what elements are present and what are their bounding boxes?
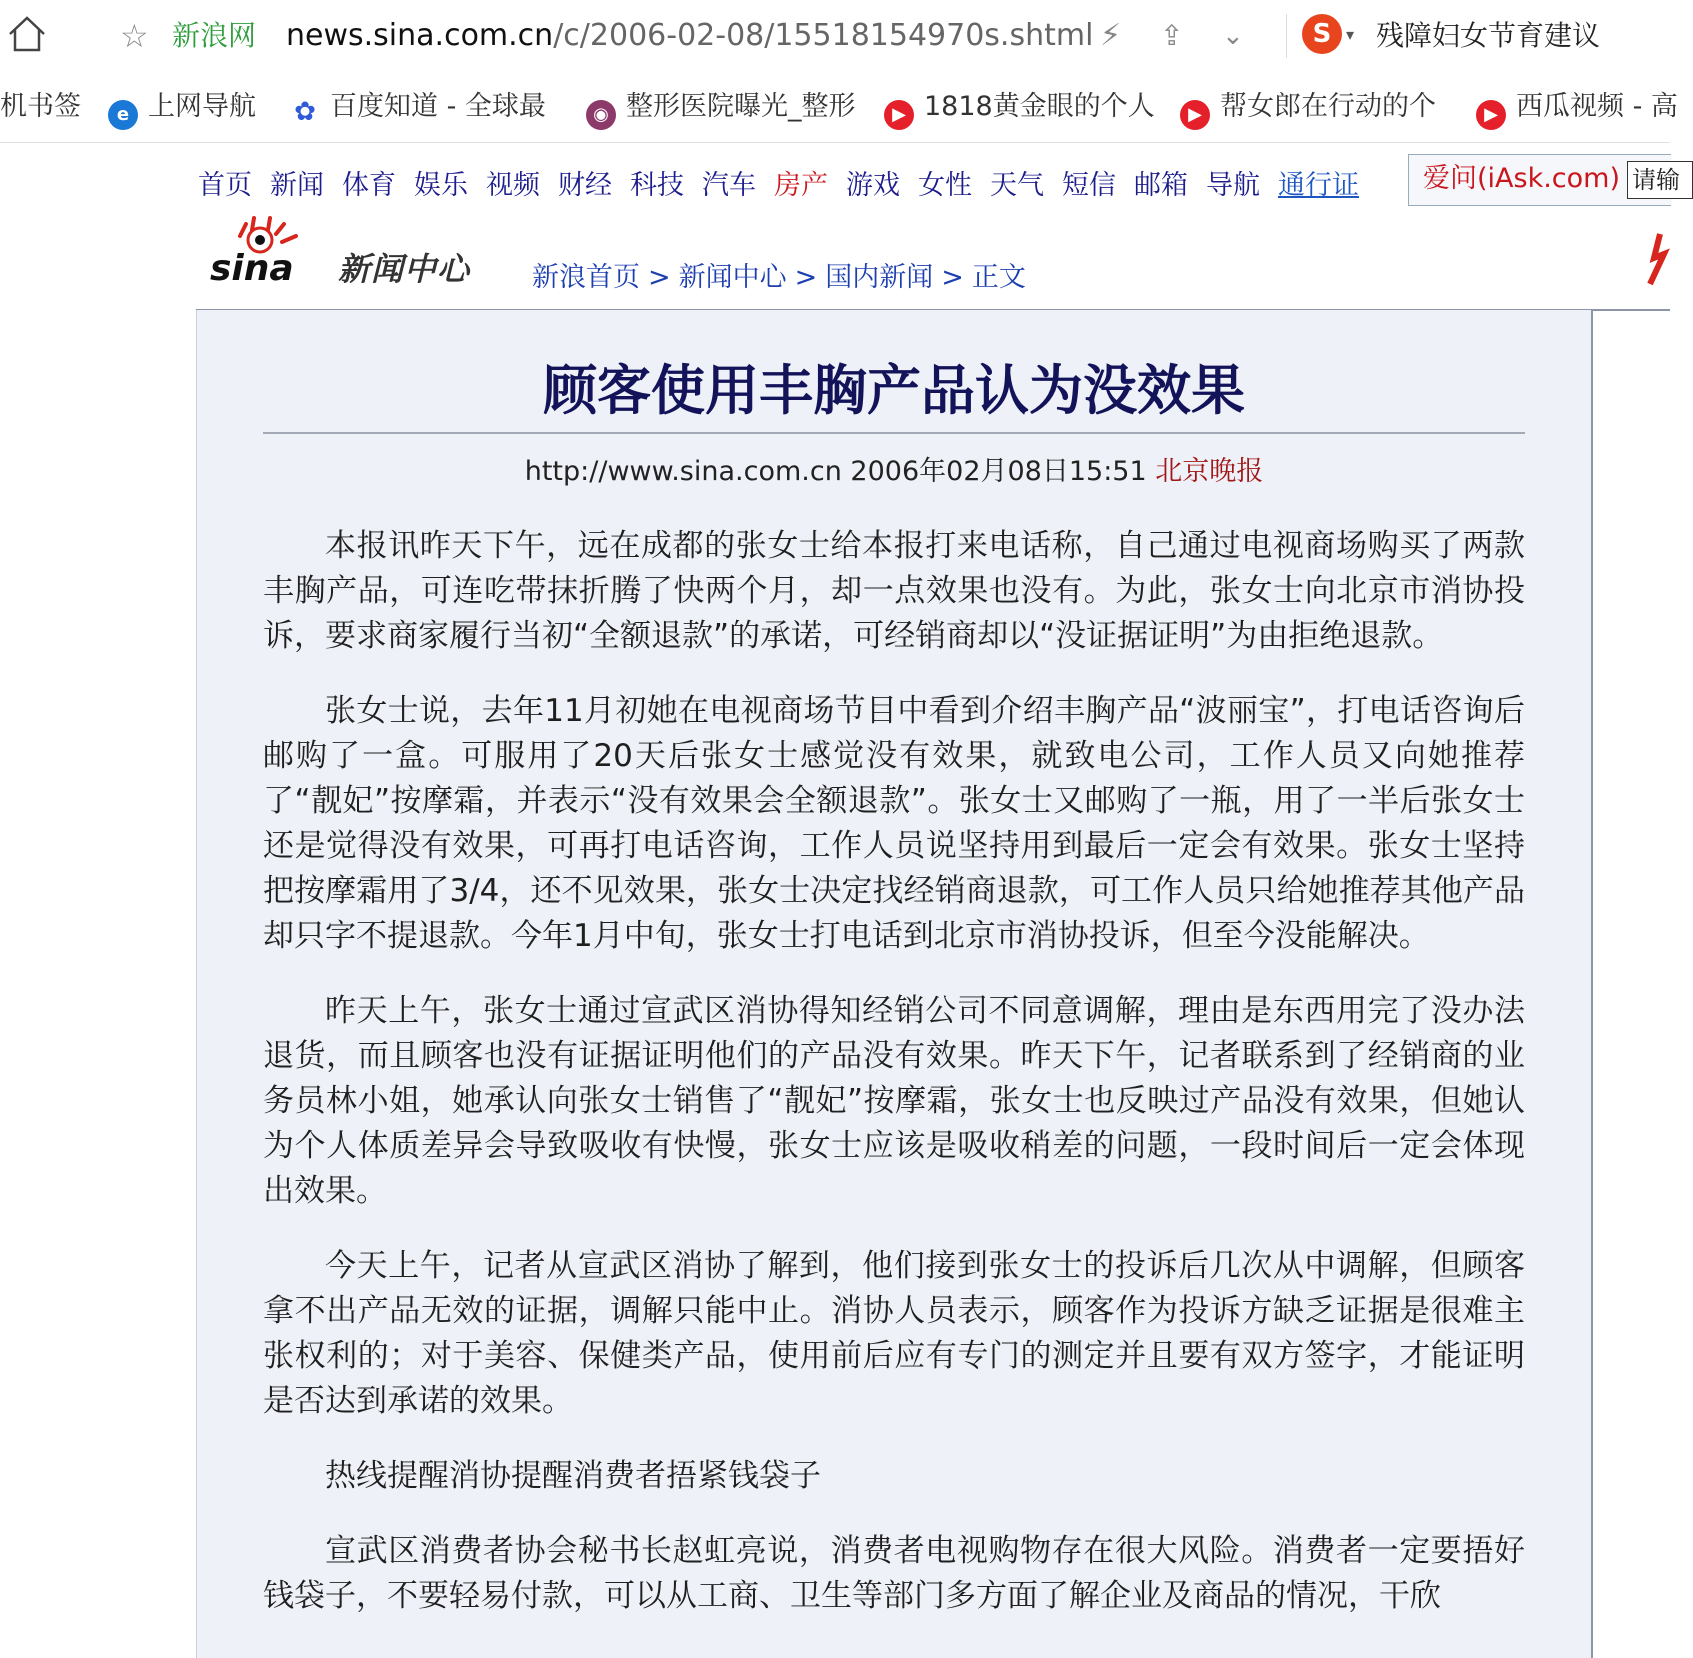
section-name: 新闻中心: [338, 250, 471, 288]
nav-games[interactable]: 游戏: [846, 170, 900, 201]
bookmark-plastic[interactable]: ◉ 整形医院曝光_整形: [586, 88, 858, 130]
article-panel: [196, 310, 1593, 1658]
iask-search: [1408, 154, 1680, 206]
url-host: news.sina.com.cn: [286, 18, 554, 53]
nav-house[interactable]: 房产: [774, 170, 828, 201]
nav-video[interactable]: 视频: [486, 170, 540, 201]
home-icon[interactable]: [6, 14, 48, 54]
bookmark-nav[interactable]: e 上网导航: [108, 88, 268, 130]
baidu-paw-icon: ✿: [290, 97, 320, 127]
nav-guide[interactable]: 导航: [1206, 170, 1260, 201]
article-body: [263, 524, 1525, 1649]
nav-finance[interactable]: 财经: [558, 170, 612, 201]
nav-ent[interactable]: 娱乐: [414, 170, 468, 201]
sina-top-nav: [198, 166, 1377, 206]
svg-text:sina: sina: [210, 248, 294, 289]
bookmark-1818[interactable]: ▶ 1818黄金眼的个人: [884, 88, 1156, 130]
paragraph: 今天上午，记者从宣武区消协了解到，他们接到张女士的投诉后几次从中调解，但顾客拿不出产品无效的证据，调解只能中止。消协人员表示，顾客作为投诉方缺乏证据是很难主张权利的；对于美容、保健类产品，使用前后应有专门的测定并且要有双方签字，才能证明是否达到承诺的效果。: [263, 1248, 1525, 1419]
meta-url[interactable]: http://www.sina.com.cn: [524, 456, 842, 487]
search-engine-dropdown-icon[interactable]: ▾: [1346, 25, 1355, 44]
play-icon: ▶: [884, 100, 914, 130]
share-icon[interactable]: ⇪: [1160, 19, 1184, 52]
iask-label[interactable]: 爱问(iAsk.com): [1423, 163, 1620, 194]
title-divider: [263, 432, 1525, 434]
article-title: 顾客使用丰胸产品认为没效果: [543, 359, 1245, 422]
nav-sms[interactable]: 短信: [1062, 170, 1116, 201]
lightning-icon[interactable]: ⚡: [1100, 18, 1122, 53]
crumb-article[interactable]: 正文: [971, 262, 1026, 293]
crumb-domestic[interactable]: 国内新闻: [825, 262, 934, 293]
article-meta: [197, 452, 1591, 492]
url-field[interactable]: [286, 16, 1094, 56]
meta-source[interactable]: 北京晚报: [1155, 456, 1264, 487]
search-engine-icon[interactable]: S: [1302, 14, 1342, 54]
nav-mail[interactable]: 邮箱: [1134, 170, 1188, 201]
subheading: 热线提醒消协提醒消费者捂紧钱袋子: [325, 1458, 821, 1494]
nav-passport[interactable]: 通行证: [1278, 170, 1359, 201]
nav-auto[interactable]: 汽车: [702, 170, 756, 201]
url-path: /c/2006-02-08/15518154970s.shtml: [553, 18, 1094, 53]
bookmark-bangnvlang[interactable]: ▶ 帮女郎在行动的个: [1180, 88, 1446, 130]
play-icon: ▶: [1180, 100, 1210, 130]
bookmark-baidu[interactable]: ✿ 百度知道 - 全球最: [290, 88, 556, 127]
crumb-news-center[interactable]: 新闻中心: [678, 262, 787, 293]
bookmark-star-icon[interactable]: ☆: [120, 17, 149, 55]
bookmarks-bar: [0, 72, 1678, 143]
crumb-sina-home[interactable]: 新浪首页: [532, 262, 640, 293]
paragraph: 昨天上午，张女士通过宣武区消协得知经销公司不同意调解，理由是东西用完了没办法退货，而且顾客也没有证据证明他们的产品没有效果。昨天下午，记者联系到了经销商的业务员林小姐，她承认向张女士销售了“靓妃”按摩霜，张女士也反映过产品没有效果，但她认为个人体质差异会导致吸收有快慢，张女士应该是吸收稍差的问题，一段时间后一定会体现出效果。: [263, 993, 1525, 1209]
medical-icon: ◉: [586, 100, 616, 130]
meta-time: 2006年02月08日15:51: [850, 456, 1147, 487]
nav-news[interactable]: 新闻: [270, 170, 324, 201]
iask-search-input[interactable]: 请输: [1627, 161, 1693, 199]
paragraph: 宣武区消费者协会秘书长赵虹亮说，消费者电视购物存在很大风险。消费者一定要捂好钱袋子，不要轻易付款，可以从工商、卫生等部门多方面了解企业及商品的情况，干欣: [263, 1533, 1525, 1614]
bookmark-xigua[interactable]: ▶ 西瓜视频 - 高: [1476, 88, 1670, 130]
paragraph: 张女士说，去年11月初她在电视商场节目中看到介绍丰胸产品“波丽宝”，打电话咨询后邮购了一盒。可服用了20天后张女士感觉没有效果，就致电公司，工作人员又向她推荐了“靓妃”按摩霜，并表示“没有效果会全额退款”。张女士又邮购了一瓶，用了一半后张女士还是觉得没有效果，可再打电话咨询，工作人员说坚持用到最后一定会有效果。张女士坚持把按摩霜用了3/4，还不见效果，张女士决定找经销商退款，可工作人员只给她推荐其他产品却只字不提退款。今年1月中旬，张女士打电话到北京市消协投诉，但至今没能解决。: [263, 693, 1525, 954]
toolbar-divider: [1286, 14, 1287, 58]
play-icon: ▶: [1476, 100, 1506, 130]
ie-icon: e: [108, 100, 138, 130]
nav-women[interactable]: 女性: [918, 170, 972, 201]
nav-home[interactable]: 首页: [198, 170, 252, 201]
paragraph: 本报讯昨天下午，远在成都的张女士给本报打来电话称，自己通过电视商场购买了两款丰胸产品，可连吃带抹折腾了快两个月，却一点效果也没有。为此，张女士向北京市消协投诉，要求商家履行当初“全额退款”的承诺，可经销商却以“没证据证明”为由拒绝退款。: [263, 528, 1525, 654]
nav-weather[interactable]: 天气: [990, 170, 1044, 201]
address-bar: [0, 0, 1670, 73]
nav-tech[interactable]: 科技: [630, 170, 684, 201]
search-suggestion[interactable]: 残障妇女节育建议: [1376, 19, 1601, 52]
chevron-down-icon[interactable]: ⌄: [1222, 21, 1244, 51]
partial-logo-icon: [1640, 228, 1670, 288]
bookmark-mobile[interactable]: 机书签: [0, 91, 81, 122]
sina-logo[interactable]: [210, 218, 314, 290]
breadcrumb: 新浪首页 > 新闻中心 > 国内新闻 > 正文: [532, 262, 1026, 293]
nav-sports[interactable]: 体育: [342, 170, 396, 201]
site-name: 新浪网: [172, 19, 257, 52]
